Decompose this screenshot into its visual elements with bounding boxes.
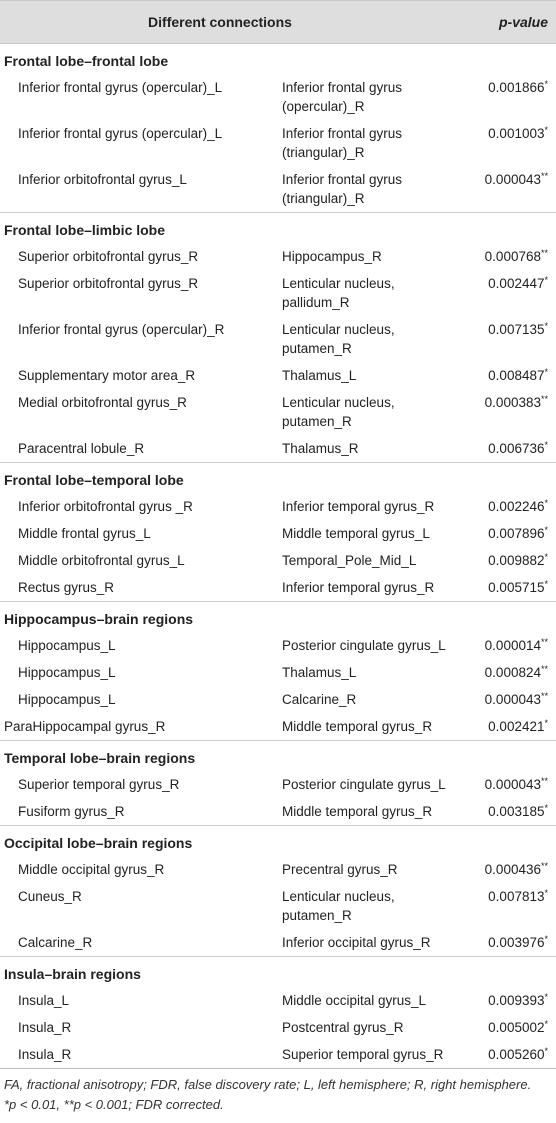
- significance-marker: *: [544, 440, 548, 450]
- p-value-number: 0.003185: [488, 804, 545, 819]
- region-a-cell: Insula_R: [18, 1020, 72, 1035]
- region-b-cell: Posterior cingulate gyrus_L: [282, 638, 446, 653]
- p-value-cell: [460, 316, 556, 362]
- section-header-row: [0, 213, 556, 244]
- region-a-cell: Inferior frontal gyrus (opercular)_L: [18, 126, 223, 141]
- p-value-cell: [460, 798, 556, 826]
- region-b-cell: Thalamus_L: [282, 665, 357, 680]
- table-row: [0, 166, 556, 213]
- p-value-number: 0.009882: [488, 553, 545, 568]
- p-value-cell: [460, 243, 556, 270]
- region-b-cell: Inferior temporal gyrus_R: [282, 580, 435, 595]
- p-value-number: 0.002421: [488, 719, 545, 734]
- region-b-cell: Superior temporal gyrus_R: [282, 1047, 444, 1062]
- table-row: [0, 929, 556, 957]
- significance-marker: *: [544, 367, 548, 377]
- section-header-row: [0, 741, 556, 772]
- region-a-cell: Middle frontal gyrus_L: [18, 526, 151, 541]
- region-a-cell: Rectus gyrus_R: [18, 580, 115, 595]
- region-a-cell: Insula_R: [18, 1047, 72, 1062]
- significance-marker: **: [540, 691, 548, 701]
- significance-marker: *: [544, 934, 548, 944]
- region-b-cell: Middle temporal gyrus_R: [282, 719, 433, 734]
- table-row: [0, 389, 556, 435]
- p-value-number: 0.005715: [488, 580, 545, 595]
- p-value-cell: [460, 856, 556, 883]
- table-row: [0, 362, 556, 389]
- p-value-cell: [460, 389, 556, 435]
- significance-marker: *: [544, 718, 548, 728]
- table-row: [0, 1014, 556, 1041]
- table-body: [0, 44, 556, 1069]
- table-row: [0, 883, 556, 929]
- footnote-abbreviations: FA, fractional anisotropy; FDR, false discovery rate; L, left hemisphere; R, right hemisphere.: [4, 1077, 532, 1092]
- section-title: Insula–brain regions: [0, 957, 556, 988]
- p-value-number: 0.002246: [488, 499, 545, 514]
- p-value-cell: [460, 1014, 556, 1041]
- table-row: [0, 574, 556, 602]
- table-row: [0, 520, 556, 547]
- significance-marker: *: [544, 1019, 548, 1029]
- table-footnotes: [0, 1069, 556, 1115]
- region-a-cell: Superior orbitofrontal gyrus_R: [18, 249, 199, 264]
- p-value-cell: [460, 166, 556, 213]
- significance-marker: **: [540, 637, 548, 647]
- p-value-number: 0.005002: [488, 1020, 545, 1035]
- significance-marker: **: [540, 394, 548, 404]
- region-a-cell: Inferior frontal gyrus (opercular)_R: [18, 322, 225, 337]
- region-a-cell: Medial orbitofrontal gyrus_R: [18, 395, 187, 410]
- section-header-row: [0, 826, 556, 857]
- significance-marker: *: [544, 888, 548, 898]
- region-a-cell: Superior orbitofrontal gyrus_R: [18, 276, 199, 291]
- region-b-cell: Precentral gyrus_R: [282, 862, 398, 877]
- p-value-number: 0.000043: [484, 172, 541, 187]
- significance-marker: *: [544, 79, 548, 89]
- section-header-row: [0, 463, 556, 494]
- section-title: Frontal lobe–temporal lobe: [0, 463, 556, 494]
- region-b-cell: Lenticular nucleus, pallidum_R: [282, 276, 395, 310]
- significance-marker: **: [540, 171, 548, 181]
- p-value-cell: [460, 713, 556, 741]
- section-title: Frontal lobe–frontal lobe: [4, 53, 169, 69]
- section-header-row: [0, 957, 556, 988]
- region-a-cell: Hippocampus_L: [18, 692, 116, 707]
- p-value-cell: [460, 883, 556, 929]
- p-value-number: 0.000768: [484, 249, 541, 264]
- significance-marker: *: [544, 1046, 548, 1056]
- p-value-number: 0.000383: [484, 395, 541, 410]
- p-value-number: 0.007813: [488, 889, 545, 904]
- region-a-cell: Middle occipital gyrus_R: [18, 862, 165, 877]
- p-value-cell: [460, 435, 556, 463]
- p-value-cell: [460, 659, 556, 686]
- region-b-cell: Inferior temporal gyrus_R: [282, 499, 435, 514]
- table-row: [0, 798, 556, 826]
- table-row: [0, 120, 556, 166]
- table-row: [0, 270, 556, 316]
- p-value-cell: [460, 686, 556, 713]
- p-value-cell: [460, 1041, 556, 1068]
- region-a-cell: Inferior frontal gyrus (opercular)_L: [18, 80, 223, 95]
- table-row: [0, 771, 556, 798]
- region-a-cell: Hippocampus_L: [18, 665, 116, 680]
- table-row: [0, 856, 556, 883]
- significance-marker: *: [544, 992, 548, 1002]
- p-value-number: 0.009393: [488, 993, 545, 1008]
- table-row: [0, 316, 556, 362]
- p-value-cell: [460, 493, 556, 520]
- region-a-cell: Superior temporal gyrus_R: [18, 777, 180, 792]
- region-b-cell: Lenticular nucleus, putamen_R: [282, 889, 395, 923]
- p-value-cell: [460, 362, 556, 389]
- region-a-cell: ParaHippocampal gyrus_R: [4, 719, 166, 734]
- significance-marker: *: [544, 275, 548, 285]
- region-b-cell: Inferior frontal gyrus (triangular)_R: [282, 172, 403, 206]
- significance-marker: *: [544, 803, 548, 813]
- significance-marker: **: [540, 776, 548, 786]
- p-value-number: 0.000043: [484, 692, 541, 707]
- table-row: [0, 632, 556, 659]
- table-row: [0, 547, 556, 574]
- region-a-cell: Paracentral lobule_R: [18, 441, 145, 456]
- significance-marker: **: [540, 861, 548, 871]
- p-value-number: 0.000436: [484, 862, 541, 877]
- table-row: [0, 713, 556, 741]
- table-row: [0, 493, 556, 520]
- region-a-cell: Cuneus_R: [18, 889, 82, 904]
- region-b-cell: Posterior cingulate gyrus_L: [282, 777, 446, 792]
- region-a-cell: Insula_L: [18, 993, 70, 1008]
- p-value-number: 0.001866: [488, 80, 545, 95]
- region-b-cell: Middle occipital gyrus_L: [282, 993, 427, 1008]
- p-value-number: 0.000014: [484, 638, 541, 653]
- table-row: [0, 659, 556, 686]
- section-title: Occipital lobe–brain regions: [0, 826, 556, 857]
- p-value-number: 0.000043: [484, 777, 541, 792]
- p-value-cell: [460, 574, 556, 602]
- region-b-cell: Thalamus_R: [282, 441, 359, 456]
- significance-marker: **: [540, 664, 548, 674]
- p-value-number: 0.002447: [488, 276, 545, 291]
- region-a-cell: Inferior orbitofrontal gyrus_L: [18, 172, 187, 187]
- region-b-cell: Middle temporal gyrus_L: [282, 526, 430, 541]
- table-header-row: [0, 1, 556, 44]
- table-row: [0, 435, 556, 463]
- p-value-cell: [460, 632, 556, 659]
- p-value-cell: [460, 547, 556, 574]
- p-value-cell: [460, 520, 556, 547]
- region-b-cell: Inferior occipital gyrus_R: [282, 935, 431, 950]
- table-row: [0, 243, 556, 270]
- region-a-cell: Calcarine_R: [18, 935, 93, 950]
- region-a-cell: Supplementary motor area_R: [18, 368, 196, 383]
- significance-marker: *: [544, 525, 548, 535]
- significance-marker: *: [544, 579, 548, 589]
- region-b-cell: Lenticular nucleus, putamen_R: [282, 395, 395, 429]
- p-value-cell: [460, 270, 556, 316]
- p-value-number: 0.008487: [488, 368, 545, 383]
- significance-marker: *: [544, 321, 548, 331]
- table-row: [0, 686, 556, 713]
- p-value-number: 0.001003: [488, 126, 545, 141]
- p-value-number: 0.006736: [488, 441, 545, 456]
- region-b-cell: Middle temporal gyrus_R: [282, 804, 433, 819]
- table-row: [0, 1041, 556, 1068]
- header-p-value: p-value: [460, 1, 556, 44]
- p-value-number: 0.000824: [484, 665, 541, 680]
- footnote-significance: *p < 0.01, **p < 0.001; FDR corrected.: [4, 1097, 224, 1112]
- section-header-row: [0, 44, 556, 75]
- region-b-cell: Inferior frontal gyrus (opercular)_R: [282, 80, 403, 114]
- significance-marker: *: [544, 552, 548, 562]
- p-value-number: 0.003976: [488, 935, 545, 950]
- p-value-cell: [460, 771, 556, 798]
- table-row: [0, 987, 556, 1014]
- section-title: Frontal lobe–limbic lobe: [0, 213, 556, 244]
- p-value-cell: [460, 929, 556, 957]
- region-a-cell: Middle orbitofrontal gyrus_L: [18, 553, 185, 568]
- region-b-cell: Lenticular nucleus, putamen_R: [282, 322, 395, 356]
- region-b-cell: Postcentral gyrus_R: [282, 1020, 404, 1035]
- p-value-cell: [460, 74, 556, 120]
- region-a-cell: Fusiform gyrus_R: [18, 804, 125, 819]
- p-value-cell: [460, 987, 556, 1014]
- significance-marker: **: [540, 248, 548, 258]
- significance-marker: *: [544, 498, 548, 508]
- p-value-number: 0.007135: [488, 322, 545, 337]
- section-header-row: [0, 602, 556, 633]
- section-title: Hippocampus–brain regions: [0, 602, 556, 633]
- region-a-cell: Inferior orbitofrontal gyrus _R: [18, 499, 193, 514]
- region-b-cell: Calcarine_R: [282, 692, 357, 707]
- region-b-cell: Thalamus_L: [282, 368, 357, 383]
- region-b-cell: Temporal_Pole_Mid_L: [282, 553, 417, 568]
- region-b-cell: Hippocampus_R: [282, 249, 382, 264]
- p-value-cell: [460, 120, 556, 166]
- region-a-cell: Hippocampus_L: [18, 638, 116, 653]
- header-different-connections: Different connections: [0, 1, 460, 44]
- significance-marker: *: [544, 125, 548, 135]
- section-title: Temporal lobe–brain regions: [0, 741, 556, 772]
- table-row: [0, 74, 556, 120]
- p-value-number: 0.005260: [488, 1047, 545, 1062]
- p-value-number: 0.007896: [488, 526, 545, 541]
- region-b-cell: Inferior frontal gyrus (triangular)_R: [282, 126, 403, 160]
